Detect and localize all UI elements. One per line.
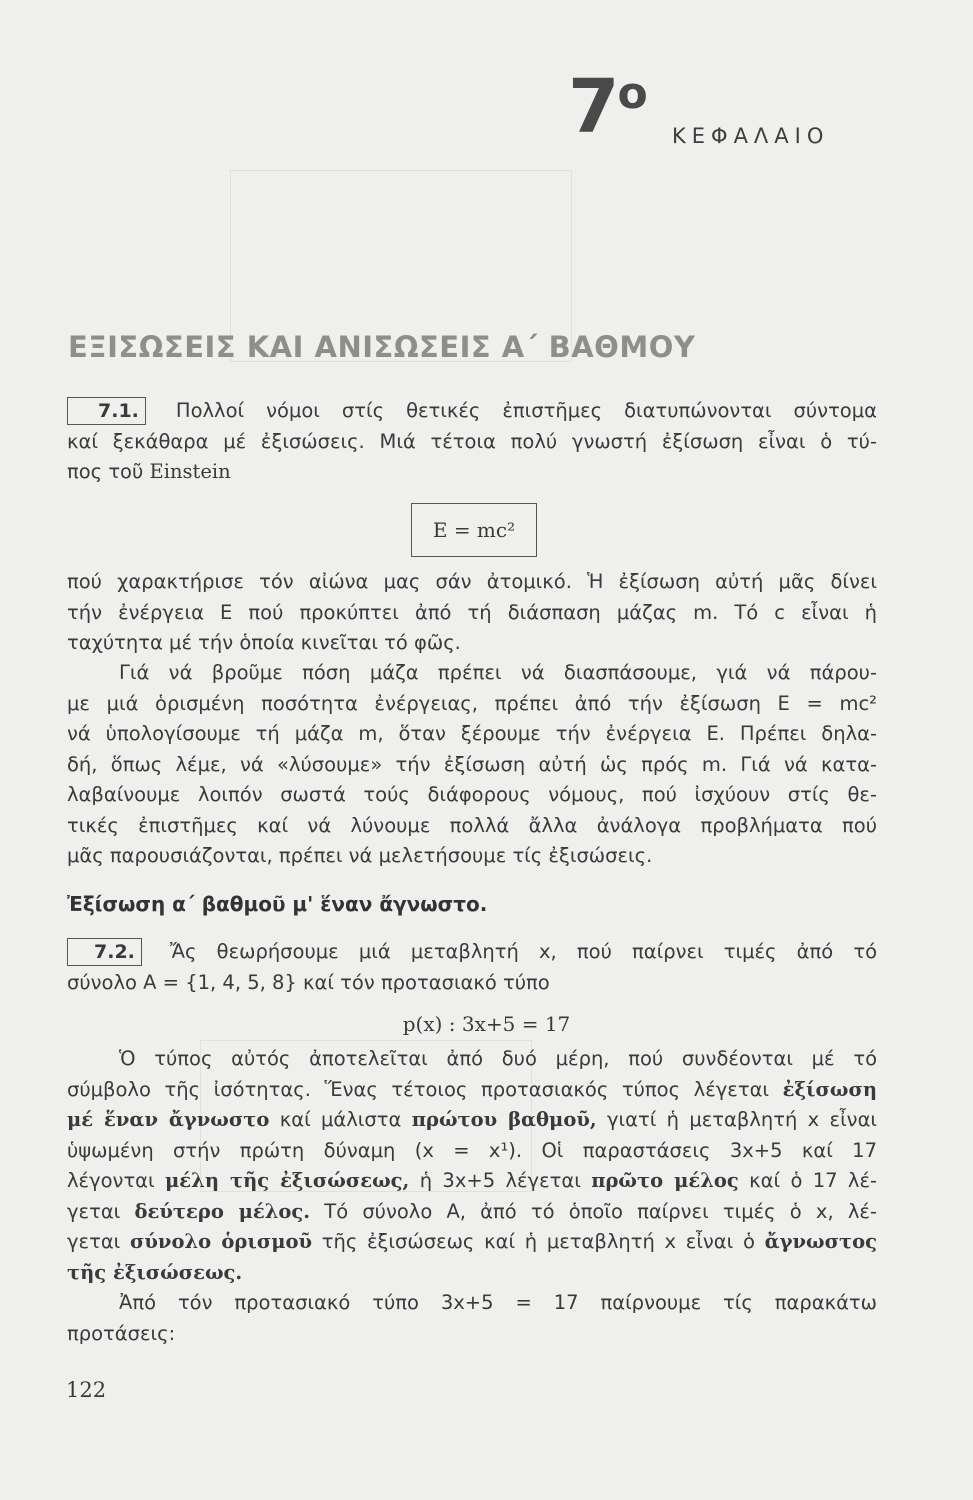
- formula-emc2: E = mc²: [411, 503, 537, 557]
- formula-px: p(x) : 3x+5 = 17: [402, 1012, 571, 1036]
- text-line: ὑψωμένη στήν πρώτη δύναμη (x = x¹). Οἱ παραστάσεις 3x+5 καί 17: [67, 1138, 877, 1162]
- term-agnostos: ἄγνωστος: [764, 1230, 877, 1253]
- term-proto-melos: πρῶτο μέλος: [591, 1169, 739, 1192]
- text-line: Γιά νά βροῦμε πόση μάζα πρέπει νά διασπάσουμε, γιά νά πάρου-: [119, 661, 877, 684]
- chapter-word: ΚΕΦΑΛΑΙΟ: [672, 124, 830, 148]
- term-exisosi: ἐξίσωση: [782, 1077, 877, 1101]
- text-line: γεται σύνολο ὁρισμοῦ τῆς ἐξισώσεως καί ἡ μεταβλητή x εἶναι ὁ ἄγνωστος: [67, 1230, 877, 1253]
- section-7-1-para2: [67, 658, 877, 872]
- text-line: σύμβολο τῆς ἰσότητας. Ἕνας τέτοιος προτασιακός τύπος λέγεται ἐξίσωση: [67, 1077, 877, 1101]
- text-line: λέγονται μέλη τῆς ἐξισώσεως, ἡ 3x+5 λέγεται πρῶτο μέλος καί ὁ 17 λέ-: [67, 1169, 878, 1192]
- text-line: πος τοῦ Einstein: [67, 460, 231, 483]
- section-7-2-body: [67, 1044, 877, 1349]
- text-line: 7.1. Πολλοί νόμοι στίς θετικές ἐπιστῆμες διατυπώνονται σύντομα: [67, 396, 877, 427]
- section-number-7-1: 7.1.: [67, 397, 146, 425]
- text-line: προτάσεις:: [67, 1321, 176, 1345]
- text-line: νά ὑπολογίσουμε τή μάζα m, ὅταν ξέρουμε τήν ἐνέργεια Ε. Πρέπει δηλα-: [67, 722, 877, 745]
- term-meli: μέλη τῆς ἐξισώσεως,: [165, 1169, 410, 1192]
- text-line: Ἀπό τόν προτασιακό τύπο 3x+5 = 17 παίρνουμε τίς παρακάτω: [119, 1291, 877, 1314]
- text-line: μᾶς παρουσιάζονται, πρέπει νά μελετήσουμε τίς ἐξισώσεις.: [67, 844, 653, 867]
- text-line: λαβαίνουμε λοιπόν σωστά τούς διάφορους νόμους, πού ἰσχύουν στίς θε-: [67, 783, 877, 806]
- term-agnosto: μέ ἕναν ἄγνωστο: [67, 1108, 270, 1131]
- text-line: Ὁ τύπος αὐτός ἀποτελεῖται ἀπό δυό μέρη, πού συνδέονται μέ τό: [119, 1047, 877, 1070]
- text-line: 7.2. Ἄς θεωρήσουμε μιά μεταβλητή x, πού παίρνει τιμές ἀπό τό: [67, 937, 877, 968]
- page-number: 122: [66, 1378, 107, 1402]
- text-line: τικές ἐπιστῆμες καί νά λύνουμε πολλά ἄλλα ἀνάλογα προβλήματα πού: [67, 813, 877, 837]
- text-line: με μιά ὁρισμένη ποσότητα ἐνέργειας, πρέπει ἀπό τήν ἐξίσωση Ε = mc²: [67, 691, 877, 715]
- term-deftero-melos: δεύτερο μέλος.: [134, 1199, 311, 1223]
- text-line: τήν ἐνέργεια Ε πού προκύπτει ἀπό τή διάσπαση μάζας m. Τό c εἶναι ἡ: [67, 600, 877, 624]
- section-title: ΕΞΙΣΩΣΕΙΣ ΚΑΙ ΑΝΙΣΩΣΕΙΣ Α΄ ΒΑΘΜΟΥ: [68, 330, 696, 364]
- text-line: [67, 1258, 877, 1289]
- text-line: σύνολο Α = {1, 4, 5, 8} καί τόν προτασιακό τύπο: [67, 970, 550, 994]
- term-synolo-orismou: σύνολο ὁρισμοῦ: [130, 1230, 313, 1253]
- text-line: δή, ὅπως λέμε, νά «λύσουμε» τήν ἐξίσωση αὐτή ὡς πρός m. Γιά νά κατα-: [67, 752, 877, 776]
- text-line: ταχύτητα μέ τήν ὁποία κινεῖται τό φῶς.: [67, 631, 461, 654]
- text-line: μέ ἕναν ἄγνωστο καί μάλιστα πρώτου βαθμοῦ, γιατί ἡ μεταβλητή x εἶναι: [67, 1108, 878, 1131]
- einstein-name: Einstein: [149, 460, 231, 483]
- section-7-2-intro: [67, 937, 877, 998]
- chapter-number-suffix: ο: [617, 68, 646, 119]
- term-tis-exisoseos: τῆς ἐξισώσεως.: [67, 1260, 243, 1284]
- text-line: γεται δεύτερο μέλος. Τό σύνολο Α, ἀπό τό ὁποῖο παίρνει τιμές ὁ x, λέ-: [67, 1199, 877, 1223]
- subheading: Ἐξίσωση α΄ βαθμοῦ μ' ἕναν ἄγνωστο.: [67, 892, 488, 916]
- text-line: καί ξεκάθαρα μέ ἐξισώσεις. Μιά τέτοια πολύ γνωστή ἐξίσωση εἶναι ὁ τύ-: [67, 429, 877, 453]
- section-number-7-2: 7.2.: [67, 938, 142, 966]
- chapter-number: $7^o$: [568, 64, 646, 150]
- section-7-1-intro: [67, 396, 877, 488]
- section-7-1-body: [67, 567, 877, 659]
- term-protou-vathmou: πρώτου βαθμοῦ,: [411, 1108, 597, 1131]
- text-line: πού χαρακτήρισε τόν αἰώνα μας σάν ἀτομικό. Ἡ ἐξίσωση αὐτή μᾶς δίνει: [67, 570, 877, 593]
